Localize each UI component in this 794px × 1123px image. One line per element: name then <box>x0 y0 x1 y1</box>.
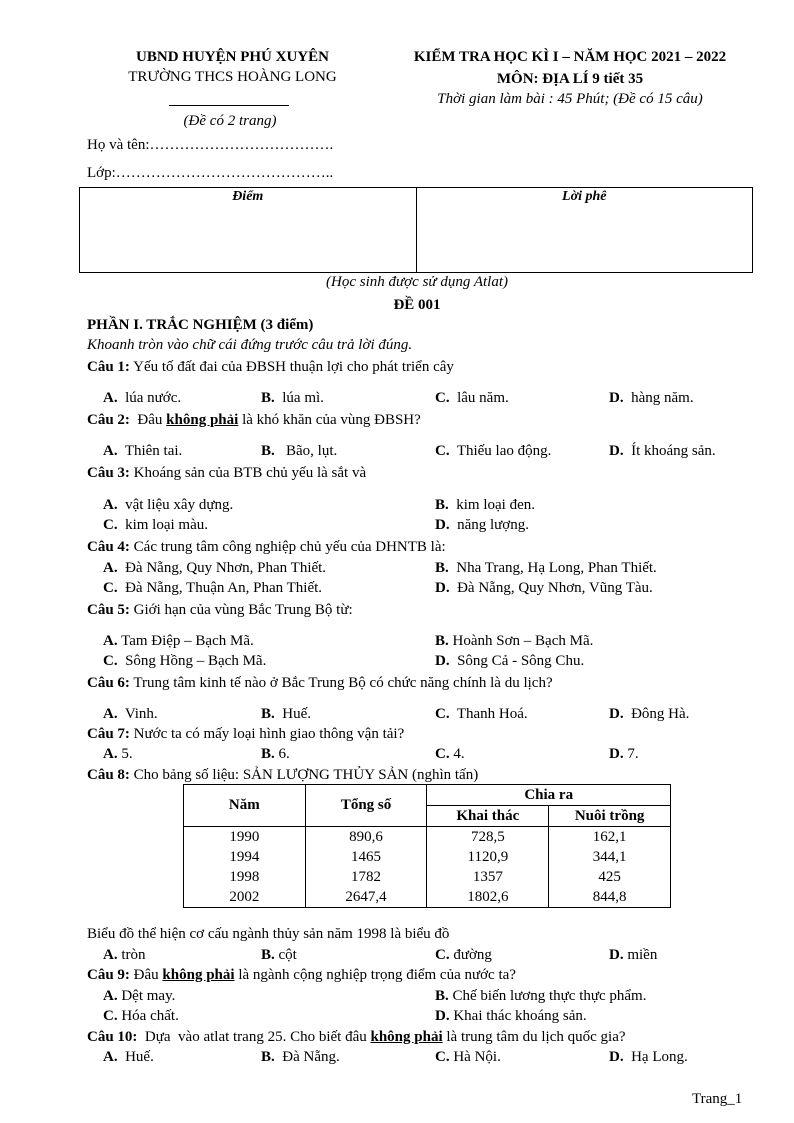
answer-row <box>87 744 767 764</box>
question-label: Câu 6: <box>87 675 130 691</box>
question-text: Đâu <box>129 967 163 983</box>
question-text: Các trung tâm công nghiệp chủ yếu của DHNTB là: <box>129 539 446 555</box>
option-text: cột <box>274 947 297 963</box>
option-d[interactable] <box>609 1047 688 1067</box>
option-d[interactable] <box>609 945 657 965</box>
option-c[interactable] <box>435 704 528 724</box>
question-text: Trung tâm kinh tế nào ở Bắc Trung Bộ có chức năng chính là du lịch? <box>129 675 553 691</box>
table-cell: 1990 <box>184 827 306 848</box>
question-3 <box>87 463 767 483</box>
table-cell: 1465 <box>305 847 427 867</box>
option-text: Hạ Long. <box>623 1049 688 1065</box>
option-text: kim loại đen. <box>448 497 536 513</box>
question-text: Khoáng sản của BTB chủ yếu là sắt và <box>129 465 367 481</box>
option-d[interactable] <box>609 388 694 408</box>
option-letter: D. <box>609 947 624 963</box>
option-letter: D. <box>435 653 450 669</box>
table-cell: 1998 <box>184 867 306 887</box>
option-letter: B. <box>261 390 275 406</box>
option-text: Nha Trang, Hạ Long, Phan Thiết. <box>448 560 657 576</box>
answer-row <box>87 441 767 461</box>
option-text: miền <box>623 947 658 963</box>
question-7 <box>87 724 767 744</box>
option-text: Huế. <box>117 1049 154 1065</box>
subject-line: MÔN: ĐỊA LÍ 9 tiết 35 <box>496 71 644 87</box>
option-text: Hóa chất. <box>117 1008 179 1024</box>
col-farm: Nuôi trồng <box>549 806 671 827</box>
option-letter: D. <box>609 390 624 406</box>
option-text: 6. <box>274 746 290 762</box>
option-d[interactable] <box>435 578 653 598</box>
option-b[interactable] <box>261 441 337 461</box>
district-name: UBND HUYỆN PHÚ XUYÊN <box>136 49 329 65</box>
pages-note: (Đề có 2 trang) <box>183 113 277 129</box>
option-text: 5. <box>117 746 133 762</box>
col-year: Năm <box>184 785 306 827</box>
option-a[interactable] <box>103 388 181 408</box>
option-text: Hoành Sơn – Bạch Mã. <box>448 633 594 649</box>
question-emphasis: không phải <box>162 967 235 983</box>
option-b[interactable] <box>435 986 646 1006</box>
option-letter: C. <box>103 653 118 669</box>
option-letter: B. <box>261 706 275 722</box>
option-letter: C. <box>435 947 450 963</box>
option-text: hàng năm. <box>623 390 694 406</box>
col-total: Tổng số <box>305 785 427 827</box>
option-d[interactable] <box>609 744 639 764</box>
table-cell: 844,8 <box>549 887 671 908</box>
table-row <box>184 867 671 887</box>
question-label: Câu 10: <box>87 1029 138 1045</box>
option-text: vật liệu xây dựng. <box>117 497 234 513</box>
option-letter: D. <box>609 1049 624 1065</box>
question-5 <box>87 600 767 620</box>
score-box <box>79 187 753 273</box>
option-letter: A. <box>103 988 118 1004</box>
question-6 <box>87 673 767 693</box>
option-letter: A. <box>103 746 118 762</box>
answer-row <box>87 704 767 724</box>
option-letter: B. <box>435 497 449 513</box>
option-text: Tam Điệp – Bạch Mã. <box>117 633 254 649</box>
table-row <box>184 847 671 867</box>
question-label: Câu 5: <box>87 602 130 618</box>
option-letter: B. <box>435 560 449 576</box>
option-letter: A. <box>103 633 118 649</box>
option-text: Vinh. <box>117 706 158 722</box>
score-cell[interactable] <box>80 188 417 273</box>
table-row <box>184 827 671 848</box>
question-text: Cho bảng số liệu: SẢN LƯỢNG THỦY SẢN (nghìn tấn) <box>129 767 479 783</box>
option-a[interactable] <box>103 441 182 461</box>
answer-row <box>87 578 767 598</box>
fishery-table <box>183 784 671 908</box>
question-text-end: là khó khăn của vùng ĐBSH? <box>238 412 421 428</box>
atlat-note: (Học sinh được sử dụng Atlat) <box>326 274 508 290</box>
option-b[interactable] <box>261 945 297 965</box>
question-emphasis: không phải <box>370 1029 443 1045</box>
answer-row <box>87 388 767 408</box>
option-letter: C. <box>103 580 118 596</box>
question-10 <box>87 1027 767 1047</box>
option-d[interactable] <box>609 704 689 724</box>
option-a[interactable] <box>103 558 326 578</box>
option-text: đường <box>449 947 492 963</box>
col-split: Chia ra <box>427 785 671 806</box>
option-letter: A. <box>103 947 118 963</box>
instruction: Khoanh tròn vào chữ cái đứng trước câu trả lời đúng. <box>87 337 413 353</box>
answer-row <box>87 1047 767 1067</box>
option-a[interactable] <box>103 945 146 965</box>
option-letter: A. <box>103 497 118 513</box>
option-b[interactable] <box>435 495 535 515</box>
answer-row <box>87 986 767 1006</box>
option-d[interactable] <box>435 1006 587 1026</box>
option-letter: A. <box>103 443 118 459</box>
option-c[interactable] <box>103 651 266 671</box>
option-text: 7. <box>623 746 639 762</box>
question-text: Đâu <box>129 412 167 428</box>
option-c[interactable] <box>103 1006 179 1026</box>
table-cell: 425 <box>549 867 671 887</box>
question-text: Giới hạn của vùng Bắc Trung Bộ từ: <box>129 602 353 618</box>
question-label: Câu 2: <box>87 412 130 428</box>
option-letter: C. <box>103 517 118 533</box>
option-c[interactable] <box>435 1047 501 1067</box>
option-a[interactable] <box>103 1047 154 1067</box>
option-letter: B. <box>261 1049 275 1065</box>
header-divider <box>169 105 289 106</box>
answer-row <box>87 1006 767 1026</box>
option-b[interactable] <box>261 388 324 408</box>
option-letter: A. <box>103 390 118 406</box>
option-text: Đà Nẵng, Quy Nhơn, Phan Thiết. <box>117 560 327 576</box>
question-label: Câu 7: <box>87 726 130 742</box>
table-cell: 1120,9 <box>427 847 549 867</box>
q8-followup: Biểu đồ thể hiện cơ cấu ngành thủy sản năm 1998 là biểu đồ <box>87 926 450 942</box>
table-cell: 162,1 <box>549 827 671 848</box>
comment-label: Lời phê <box>562 189 607 204</box>
option-b[interactable] <box>261 1047 340 1067</box>
option-text: Dệt may. <box>117 988 176 1004</box>
question-2 <box>87 410 767 430</box>
question-text-end: là ngành cộng nghiệp trọng điểm của nước ta? <box>234 967 516 983</box>
option-text: kim loại màu. <box>117 517 208 533</box>
table-cell: 1357 <box>427 867 549 887</box>
option-c[interactable] <box>435 388 509 408</box>
option-text: Chế biến lương thực thực phẩm. <box>448 988 647 1004</box>
table-cell: 2647,4 <box>305 887 427 908</box>
question-label: Câu 9: <box>87 967 130 983</box>
option-letter: C. <box>435 390 450 406</box>
option-text: lúa mì. <box>274 390 324 406</box>
option-text: Bão, lụt. <box>274 443 338 459</box>
option-letter: B. <box>261 746 275 762</box>
option-text: Ít khoáng sản. <box>623 443 716 459</box>
table-row <box>184 887 671 908</box>
question-emphasis: không phải <box>166 412 239 428</box>
option-letter: D. <box>609 706 624 722</box>
school-name: TRƯỜNG THCS HOÀNG LONG <box>128 69 337 85</box>
option-letter: D. <box>609 746 624 762</box>
comment-cell[interactable] <box>416 188 753 273</box>
answer-row <box>87 495 767 515</box>
table-cell: 1802,6 <box>427 887 549 908</box>
option-letter: D. <box>435 517 450 533</box>
option-letter: C. <box>435 1049 450 1065</box>
option-c[interactable] <box>435 441 551 461</box>
option-text: Hà Nội. <box>449 1049 501 1065</box>
option-letter: A. <box>103 706 118 722</box>
option-text: Khai thác khoáng sản. <box>449 1008 587 1024</box>
option-text: Sông Hồng – Bạch Mã. <box>117 653 267 669</box>
option-text: lâu năm. <box>449 390 509 406</box>
option-text: Thiên tai. <box>117 443 183 459</box>
question-8 <box>87 765 767 785</box>
question-1 <box>87 357 767 377</box>
question-text-end: là trung tâm du lịch quốc gia? <box>442 1029 626 1045</box>
option-a[interactable] <box>103 704 158 724</box>
option-letter: C. <box>435 443 450 459</box>
option-c[interactable] <box>103 515 208 535</box>
option-a[interactable] <box>103 986 175 1006</box>
question-9 <box>87 965 767 985</box>
option-letter: D. <box>435 1008 450 1024</box>
option-letter: D. <box>609 443 624 459</box>
answer-row <box>87 651 767 671</box>
option-letter: A. <box>103 560 118 576</box>
option-text: năng lượng. <box>449 517 529 533</box>
question-label: Câu 3: <box>87 465 130 481</box>
answer-row <box>87 558 767 578</box>
option-b[interactable] <box>435 558 657 578</box>
option-text: Đà Nẵng, Thuận An, Phan Thiết. <box>117 580 323 596</box>
option-a[interactable] <box>103 495 233 515</box>
option-letter: C. <box>435 746 450 762</box>
option-letter: B. <box>261 443 275 459</box>
option-text: Đà Nẵng, Quy Nhơn, Vũng Tàu. <box>449 580 653 596</box>
option-text: Đà Nẵng. <box>274 1049 340 1065</box>
option-d[interactable] <box>609 441 716 461</box>
option-letter: B. <box>435 633 449 649</box>
exam-title: KIỂM TRA HỌC KÌ I – NĂM HỌC 2021 – 2022 <box>413 49 727 65</box>
table-cell: 344,1 <box>549 847 671 867</box>
page-number: Trang_1 <box>692 1091 743 1107</box>
answer-row <box>87 945 767 965</box>
option-b[interactable] <box>261 744 290 764</box>
option-letter: B. <box>435 988 449 1004</box>
option-c[interactable] <box>435 744 465 764</box>
option-letter: C. <box>103 1008 118 1024</box>
section-title: PHẦN I. TRẮC NGHIỆM (3 điểm) <box>87 317 314 333</box>
option-text: Huế. <box>274 706 312 722</box>
table-cell: 2002 <box>184 887 306 908</box>
exam-code: ĐỀ 001 <box>393 297 441 313</box>
score-label: Điểm <box>232 189 264 204</box>
option-a[interactable] <box>103 631 254 651</box>
question-text: Nước ta có mấy loại hình giao thông vận tải? <box>129 726 405 742</box>
option-a[interactable] <box>103 744 133 764</box>
answer-row <box>87 631 767 651</box>
option-text: Đông Hà. <box>623 706 690 722</box>
table-cell: 890,6 <box>305 827 427 848</box>
option-c[interactable] <box>435 945 492 965</box>
option-text: Sông Cả - Sông Chu. <box>449 653 585 669</box>
table-cell: 1782 <box>305 867 427 887</box>
col-catch: Khai thác <box>427 806 549 827</box>
option-b[interactable] <box>435 631 593 651</box>
option-d[interactable] <box>435 651 584 671</box>
answer-row <box>87 515 767 535</box>
question-label: Câu 4: <box>87 539 130 555</box>
option-letter: D. <box>435 580 450 596</box>
option-b[interactable] <box>261 704 311 724</box>
option-letter: C. <box>435 706 450 722</box>
option-c[interactable] <box>103 578 322 598</box>
question-text: Yếu tố đất đai của ĐBSH thuận lợi cho phát triển cây <box>129 359 454 375</box>
option-text: Thiếu lao động. <box>449 443 552 459</box>
table-cell: 1994 <box>184 847 306 867</box>
question-text: Dựa vào atlat trang 25. Cho biết đâu <box>137 1029 371 1045</box>
table-cell: 728,5 <box>427 827 549 848</box>
option-text: 4. <box>449 746 465 762</box>
option-text: Thanh Hoá. <box>449 706 528 722</box>
time-line: Thời gian làm bài : 45 Phút; (Đề có 15 câu) <box>437 91 703 107</box>
student-class-field[interactable]: Lớp:…………………………………….. <box>87 165 334 181</box>
option-letter: A. <box>103 1049 118 1065</box>
student-name-field[interactable]: Họ và tên:………………………………. <box>87 137 334 153</box>
question-4 <box>87 537 767 557</box>
question-label: Câu 1: <box>87 359 130 375</box>
question-label: Câu 8: <box>87 767 130 783</box>
option-d[interactable] <box>435 515 529 535</box>
option-text: lúa nước. <box>117 390 182 406</box>
option-text: tròn <box>117 947 146 963</box>
option-letter: B. <box>261 947 275 963</box>
